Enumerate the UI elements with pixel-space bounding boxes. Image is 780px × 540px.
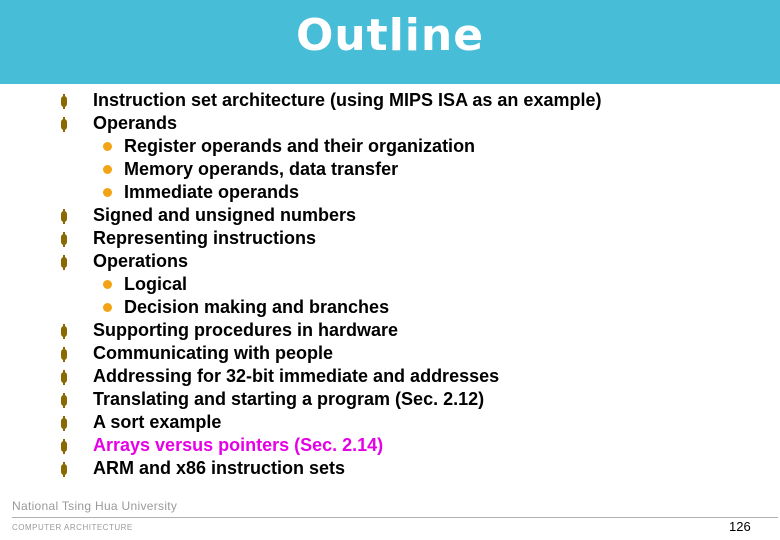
outline-subitem	[60, 273, 601, 296]
bullet-icon	[61, 441, 67, 452]
bullet-icon	[61, 418, 67, 429]
outline-item-text: A sort example	[93, 412, 222, 432]
dot-bullet-icon	[103, 280, 112, 289]
outline-item	[60, 227, 601, 250]
outline-item-text: Memory operands, data transfer	[124, 159, 399, 179]
bullet-icon	[61, 372, 67, 383]
outline-item	[60, 204, 601, 227]
footer-divider	[12, 517, 778, 518]
bullet-icon	[61, 119, 67, 130]
outline-item-text: Immediate operands	[124, 182, 300, 202]
dot-bullet-icon	[103, 303, 112, 312]
outline-item	[60, 411, 601, 434]
page-number: 126	[729, 519, 751, 534]
outline-item-text: Operands	[93, 113, 178, 133]
outline-item-text: Communicating with people	[93, 343, 334, 363]
outline-subitem	[60, 181, 601, 204]
bullet-icon	[61, 234, 67, 245]
outline-item-text: Operations	[93, 251, 189, 271]
outline-item-text: ARM and x86 instruction sets	[93, 458, 346, 478]
outline-list	[60, 89, 601, 480]
bullet-icon	[61, 96, 67, 107]
bullet-icon	[61, 211, 67, 222]
outline-item-text: Signed and unsigned numbers	[93, 205, 357, 225]
dot-bullet-icon	[103, 188, 112, 197]
outline-subitem	[60, 296, 601, 319]
outline-item	[60, 89, 601, 112]
outline-item	[60, 319, 601, 342]
outline-item	[60, 365, 601, 388]
outline-subitem	[60, 135, 601, 158]
bullet-icon	[61, 257, 67, 268]
footer-university: National Tsing Hua University	[12, 499, 178, 513]
outline-item	[60, 250, 601, 273]
outline-item-text: Instruction set architecture (using MIPS ISA as an example)	[93, 90, 602, 110]
bullet-icon	[61, 349, 67, 360]
bullet-icon	[61, 464, 67, 475]
bullet-icon	[61, 395, 67, 406]
outline-item-text: Decision making and branches	[124, 297, 390, 317]
outline-subitem	[60, 158, 601, 181]
outline-item-text: Addressing for 32-bit immediate and addresses	[93, 366, 500, 386]
outline-item-text: Logical	[124, 274, 188, 294]
dot-bullet-icon	[103, 165, 112, 174]
outline-item	[60, 112, 601, 135]
outline-item	[60, 342, 601, 365]
outline-item-text: Register operands and their organization	[124, 136, 476, 156]
outline-item	[60, 434, 601, 457]
outline-item	[60, 457, 601, 480]
outline-item	[60, 388, 601, 411]
dot-bullet-icon	[103, 142, 112, 151]
slide-title: Outline	[295, 10, 485, 61]
bullet-icon	[61, 326, 67, 337]
footer-course: COMPUTER ARCHITECTURE	[12, 523, 133, 532]
outline-item-text: Supporting procedures in hardware	[93, 320, 399, 340]
outline-item-text: Representing instructions	[93, 228, 317, 248]
outline-item-text: Translating and starting a program (Sec. 2.12)	[93, 389, 485, 409]
outline-item-text: Arrays versus pointers (Sec. 2.14)	[93, 435, 384, 455]
